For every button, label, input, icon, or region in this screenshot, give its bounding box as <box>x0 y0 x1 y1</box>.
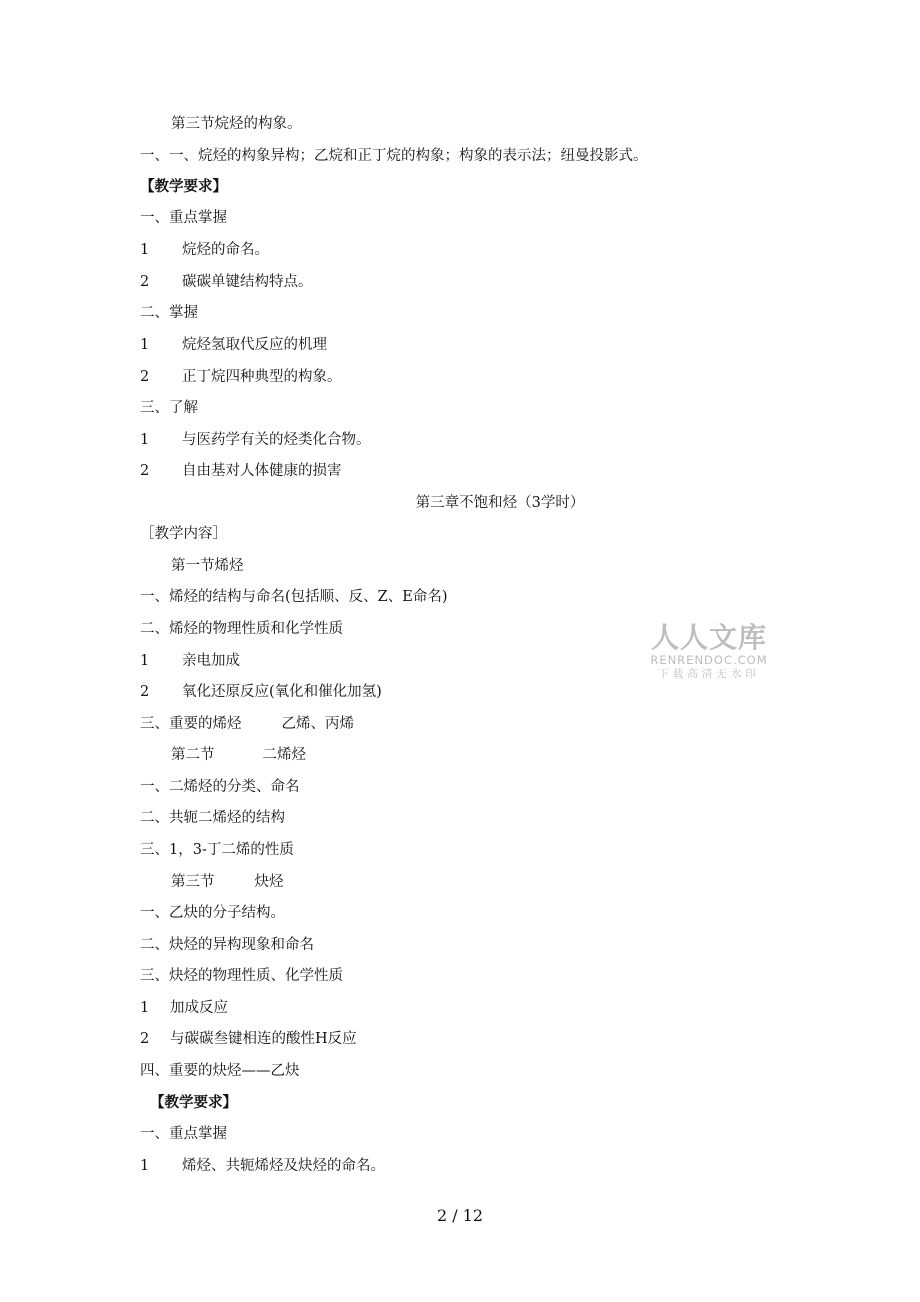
content-line: 一、一、烷烃的构象异构；乙烷和正丁烷的构象；构象的表示法；纽曼投影式。 <box>140 148 648 164</box>
numbered-item <box>140 1156 385 1176</box>
teaching-requirements-heading: 【教学要求】 <box>150 1095 237 1111</box>
content-line: 三、了解 <box>140 400 198 416</box>
content-line: 一、乙炔的分子结构。 <box>140 905 285 921</box>
watermark-url: RENRENDOC.COM <box>650 653 768 667</box>
content-line: 一、重点掌握 <box>140 1126 227 1142</box>
content-line: 三、炔烃的物理性质、化学性质 <box>140 968 343 984</box>
item-number: 1 <box>140 653 150 669</box>
numbered-item <box>140 1029 357 1049</box>
watermark-title: 人人文库 <box>650 621 767 654</box>
item-text: 氧化还原反应(氧化和催化加氢) <box>182 684 382 700</box>
item-number: 2 <box>140 684 150 700</box>
content-line: 一、重点掌握 <box>140 210 227 226</box>
numbered-item <box>140 430 371 450</box>
item-number: 2 <box>140 369 150 385</box>
content-line: 一、二烯烃的分类、命名 <box>140 779 300 795</box>
item-number: 1 <box>140 432 150 448</box>
content-line: 一、烯烃的结构与命名(包括顺、反、Z、E命名) <box>140 589 448 605</box>
numbered-item <box>140 998 228 1018</box>
content-line <box>140 714 354 734</box>
item-text: 加成反应 <box>170 1000 228 1016</box>
line-part: 三、重要的烯烃 <box>140 716 242 732</box>
content-line: 四、重要的炔烃——乙炔 <box>140 1063 300 1079</box>
item-number: 2 <box>140 463 150 479</box>
watermark-logo <box>646 622 772 681</box>
teaching-content-heading: ［教学内容］ <box>140 526 227 542</box>
content-line: 二、烯烃的物理性质和化学性质 <box>140 621 343 637</box>
section-heading: 第三节烷烃的构象。 <box>171 116 302 132</box>
section-heading <box>171 872 284 892</box>
item-text: 碳碳单键结构特点。 <box>182 274 313 290</box>
content-line: 三、1，3-丁二烯的性质 <box>140 842 294 858</box>
line-part: 乙烯、丙烯 <box>281 716 354 732</box>
item-number: 1 <box>140 242 150 258</box>
item-text: 与医药学有关的烃类化合物。 <box>182 432 371 448</box>
section-number: 第三节 <box>171 874 215 890</box>
item-number: 1 <box>140 337 150 353</box>
section-number: 第二节 <box>171 747 215 763</box>
content-line: 二、掌握 <box>140 305 198 321</box>
numbered-item <box>140 367 342 387</box>
item-text: 与碳碳叁键相连的酸性H反应 <box>170 1031 357 1047</box>
item-text: 烯烃、共轭烯烃及炔烃的命名。 <box>182 1158 385 1174</box>
item-number: 2 <box>140 274 150 290</box>
item-text: 自由基对人体健康的损害 <box>182 463 342 479</box>
watermark-tagline: 下载高清无水印 <box>658 668 760 680</box>
chapter-title: 第三章不饱和烃（3学时） <box>415 495 585 511</box>
item-number: 1 <box>140 1158 150 1174</box>
section-name: 炔烃 <box>254 874 284 890</box>
numbered-item <box>140 461 342 481</box>
page-number: 2 / 12 <box>436 1206 484 1225</box>
item-number: 1 <box>140 1000 150 1016</box>
section-name: 二烯烃 <box>262 747 306 763</box>
numbered-item <box>140 240 269 260</box>
content-line: 二、共轭二烯烃的结构 <box>140 810 285 826</box>
numbered-item <box>140 272 313 292</box>
section-heading: 第一节烯烃 <box>171 558 244 574</box>
numbered-item <box>140 682 382 702</box>
section-heading <box>171 745 306 765</box>
item-number: 2 <box>140 1031 150 1047</box>
item-text: 正丁烷四种典型的构象。 <box>182 369 342 385</box>
teaching-requirements-heading: 【教学要求】 <box>140 179 227 195</box>
content-line: 二、炔烃的异构现象和命名 <box>140 937 314 953</box>
numbered-item <box>140 651 240 671</box>
numbered-item <box>140 335 327 355</box>
item-text: 烷烃的命名。 <box>182 242 269 258</box>
item-text: 亲电加成 <box>182 653 240 669</box>
item-text: 烷烃氢取代反应的机理 <box>182 337 327 353</box>
